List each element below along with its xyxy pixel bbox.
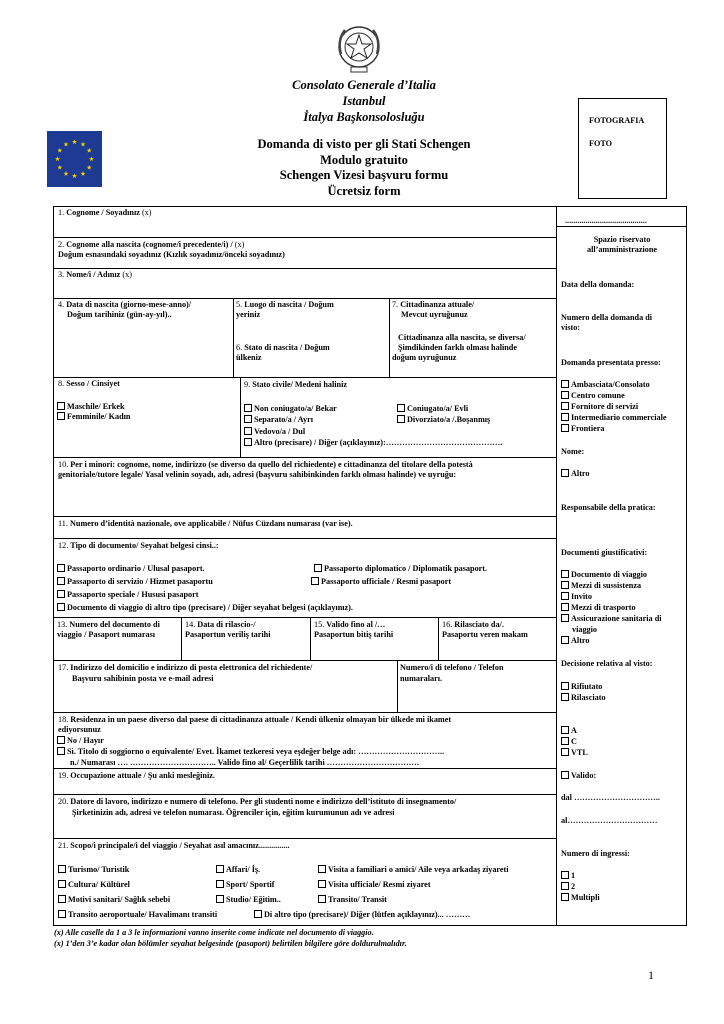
field-20-label: 20. Datore di lavoro, indirizzo e numero di telefono. Per gli studenti nome e indirizzo dell’istituto di insegnamento/ <box>58 797 457 806</box>
field-5-label-tr: yeriniz <box>236 310 261 319</box>
checkbox[interactable] <box>561 469 569 477</box>
checkbox[interactable] <box>561 424 569 432</box>
field-14-label: 14. Data di rilascio-/ <box>185 620 256 629</box>
admin-presented-intermediary[interactable]: Intermediario commerciale <box>561 413 667 423</box>
checkbox[interactable] <box>561 413 569 421</box>
sex-option-male[interactable]: Maschile/ Erkek <box>57 402 125 412</box>
admin-entries-1[interactable]: 1 <box>561 871 575 881</box>
eu-star-icon <box>72 139 77 144</box>
checkbox[interactable] <box>561 693 569 701</box>
admin-doc-travel[interactable]: Documento di viaggio <box>561 570 647 580</box>
field-4-label-tr: Doğum tarihiniz (gün-ay-yıl).. <box>67 310 172 319</box>
sex-option-female[interactable]: Femminile/ Kadın <box>57 412 130 422</box>
form-title-it: Domanda di visto per gli Stati Schengen <box>257 137 471 151</box>
field-12-label: 12. Tipo di documento/ Seyahat belgesi cinsi..: <box>58 541 219 550</box>
photo-label: FOTOGRAFIA <box>589 116 645 125</box>
checkbox[interactable] <box>561 402 569 410</box>
field-7-birth-label-tr2: doğum uyruğunuz <box>392 353 457 362</box>
eu-star-icon <box>64 171 69 176</box>
admin-decision-issued[interactable]: Rilasciato <box>561 693 606 703</box>
doc-option-diplomatic[interactable]: Passaporto diplomatico / Diplomatik pasaport. <box>314 564 487 574</box>
checkbox[interactable] <box>397 404 405 412</box>
checkbox[interactable] <box>318 880 326 888</box>
admin-dots: ........................................ <box>565 216 647 225</box>
checkbox[interactable] <box>254 910 262 918</box>
field-18-label-tr: ediyorsunuz <box>58 725 101 734</box>
field-17-label: 17. Indirizzo del domicilio e indirizzo di posta elettronica del richiedente/ <box>58 663 313 672</box>
footnote-it: (x) Alle caselle da 1 a 3 le informazioni vanno inserite come indicate nel documento di viaggio. <box>54 928 374 937</box>
form-subtitle-it: Modulo gratuito <box>320 152 408 167</box>
civil-option-widowed[interactable]: Vedovo/a / Dul <box>244 427 305 437</box>
purpose-option-family-visit[interactable]: Visita a familiari o amici/ Aile veya arkadaş ziyareti <box>318 865 509 875</box>
checkbox[interactable] <box>244 404 252 412</box>
residence-option-yes[interactable]: Sì. Titolo di soggiorno o equivalente/ Evet. İkamet tezkeresi veya eşdeğer belge adı: ………………………….. <box>57 747 444 757</box>
checkbox[interactable] <box>244 438 252 446</box>
checkbox[interactable] <box>318 865 326 873</box>
field-21-label: 21. Scopo/i principale/i del viaggio / Seyahat asıl amacınız............... <box>58 841 290 850</box>
admin-number-label2: visto: <box>561 323 581 332</box>
admin-presented-common-centre[interactable]: Centro comune <box>561 391 625 401</box>
purpose-option-study[interactable]: Studio/ Eğitim.. <box>216 895 281 905</box>
admin-reserved-label: Spazio riservato <box>593 235 651 244</box>
checkbox[interactable] <box>561 882 569 890</box>
field-6-label: 6. Stato di nascita / Doğum <box>236 343 330 352</box>
checkbox[interactable] <box>561 391 569 399</box>
admin-doc-insurance[interactable]: Assicurazione sanitaria di <box>561 614 662 624</box>
field-16-label: 16. Rilasciato da/. <box>442 620 504 629</box>
checkbox[interactable] <box>58 910 66 918</box>
doc-option-special[interactable]: Passaporto speciale / Hususi pasaport <box>57 590 198 600</box>
checkbox[interactable] <box>561 893 569 901</box>
field-13-label-tr: viaggio / Pasaport numarası <box>57 630 156 639</box>
admin-presented-embassy[interactable]: Ambasciata/Consolato <box>561 380 650 390</box>
admin-doc-means[interactable]: Mezzi di sussistenza <box>561 581 641 591</box>
admin-doc-insurance-2: viaggio <box>572 625 598 634</box>
purpose-option-other[interactable]: Di altro tipo (precisare)/ Diğer (lütfen açıklayınız)... ……… <box>254 910 470 920</box>
doc-option-service[interactable]: Passaporto di servizio / Hizmet pasaportu <box>57 577 213 587</box>
field-10-label: 10. Per i minori: cognome, nome, indirizzo (se diverso da quello del richiedente) e cittadinanza del titolare della potestà <box>58 460 473 469</box>
checkbox[interactable] <box>561 871 569 879</box>
admin-name-label: Nome: <box>561 447 585 456</box>
photo-box <box>578 98 667 199</box>
checkbox[interactable] <box>397 415 405 423</box>
field-3-label: 3. Nome/i / Adınız (x) <box>58 270 132 279</box>
consulate-city: Istanbul <box>342 94 386 108</box>
field-1-label: 1. Cognome / Soyadınız (x) <box>58 208 152 217</box>
eu-star-icon <box>89 156 94 161</box>
admin-doc-invitation[interactable]: Invito <box>561 592 592 602</box>
checkbox[interactable] <box>57 402 65 410</box>
checkbox[interactable] <box>58 895 66 903</box>
checkbox[interactable] <box>58 880 66 888</box>
eu-star-icon <box>64 142 69 147</box>
admin-entries-2[interactable]: 2 <box>561 882 575 892</box>
civil-option-married[interactable]: Coniugato/a/ Evli <box>397 404 468 414</box>
checkbox[interactable] <box>561 614 569 622</box>
admin-presented-border[interactable]: Frontiera <box>561 424 605 434</box>
consulate-name-it: Consolato Generale d’Italia <box>292 78 436 92</box>
form-title-tr: Schengen Vizesi başvuru formu <box>279 168 449 182</box>
purpose-option-official-visit[interactable]: Visita ufficiale/ Resmi ziyaret <box>318 880 431 890</box>
checkbox[interactable] <box>561 380 569 388</box>
italian-emblem <box>333 20 385 76</box>
field-13-label: 13. Numero del documento di <box>57 620 160 629</box>
field-19-label: 19. Occupazione attuale / Şu anki mesleğiniz. <box>58 771 215 780</box>
checkbox[interactable] <box>216 865 224 873</box>
eu-star-icon <box>72 173 77 178</box>
residence-number-line: n./ Numarası …. ………………………….. Valido fino al/ Geçerlilik tarihi ……………………………. <box>70 758 419 767</box>
eu-star-icon <box>57 165 62 170</box>
field-20-label-tr: Şirketinizin adı, adresi ve telefon numarası. Öğrenciler için, eğitim kurumunun adı ve adresi <box>72 808 395 817</box>
checkbox[interactable] <box>561 726 569 734</box>
checkbox[interactable] <box>57 412 65 420</box>
checkbox[interactable] <box>57 590 65 598</box>
field-18-label: 18. Residenza in un paese diverso dal paese di cittadinanza attuale / Kendi ülkeniz olmayan bir ülkede mi ikamet <box>58 715 452 724</box>
field-10-label-tr: genitoriale/tutore legale/ Yasal velinin soyadı, adı, adresi (başvuru sahibinkinden farklı olması halinde) ve uyruğu: <box>58 470 457 479</box>
eu-star-icon <box>87 165 92 170</box>
admin-responsible-label: Responsabile della pratica: <box>561 503 656 512</box>
admin-entries-label: Numero di ingressi: <box>561 849 630 858</box>
checkbox[interactable] <box>561 748 569 756</box>
admin-visa-a[interactable]: A <box>561 726 577 736</box>
eu-star-icon <box>55 156 60 161</box>
admin-visa-vtl[interactable]: VTL <box>561 748 588 758</box>
admin-decision-label: Decisione relativa al visto: <box>561 659 653 668</box>
field-14-label-tr: Pasaportun veriliş tarihi <box>185 630 271 639</box>
doc-option-ordinary[interactable]: Passaporto ordinario / Ulusal pasaport. <box>57 564 205 574</box>
phone-label: Numero/i di telefono / Telefon <box>400 663 504 672</box>
admin-presented-other[interactable]: Altro <box>561 469 590 479</box>
admin-number-label: Numero della domanda di <box>561 313 653 322</box>
checkbox[interactable] <box>561 570 569 578</box>
checkbox[interactable] <box>57 577 65 585</box>
checkbox[interactable] <box>57 736 65 744</box>
field-7-label: 7. Cittadinanza attuale/ <box>392 300 475 309</box>
doc-option-other[interactable]: Documento di viaggio di altro tipo (precisare) / Diğer seyahat belgesi (açıklayınız). <box>57 603 353 613</box>
admin-valid[interactable]: Valido: <box>561 771 596 781</box>
field-4-label: 4. Data di nascita (giorno-mese-anno)/ <box>58 300 192 309</box>
phone-label-tr: numaraları. <box>400 674 443 683</box>
checkbox[interactable] <box>561 682 569 690</box>
field-8-label: 8. Sesso / Cinsiyet <box>58 379 120 388</box>
purpose-option-airport-transit[interactable]: Transito aeroportuale/ Havalimanı transiti <box>58 910 217 920</box>
form-subtitle-tr: Ücretsiz form <box>327 183 401 198</box>
checkbox[interactable] <box>216 880 224 888</box>
field-15-label-tr: Pasaportun bitiş tarihi <box>314 630 394 639</box>
field-7-birth-label: Cittadinanza alla nascita, se diversa/ <box>398 333 526 342</box>
eu-flag <box>47 131 102 187</box>
field-11-label: 11. Numero d’identità nazionale, ove applicabile / Nüfus Cüzdanı numarası (var ise). <box>58 519 353 528</box>
checkbox[interactable] <box>561 737 569 745</box>
civil-option-separated[interactable]: Separato/a / Ayrı <box>244 415 313 425</box>
civil-option-divorced[interactable]: Divorziato/a /.Boşanmış <box>397 415 490 425</box>
admin-date-label: Data della domanda: <box>561 280 635 289</box>
admin-visa-c[interactable]: C <box>561 737 577 747</box>
checkbox[interactable] <box>58 865 66 873</box>
checkbox[interactable] <box>57 603 65 611</box>
doc-option-official[interactable]: Passaporto ufficiale / Resmi pasaport <box>311 577 451 587</box>
checkbox[interactable] <box>561 581 569 589</box>
page-number: 1 <box>648 968 654 982</box>
field-2-label-tr: Doğum esnasındaki soyadınız (Kızlık soyadınız/önceki soyadınız) <box>58 250 285 259</box>
checkbox[interactable] <box>57 747 65 755</box>
field-9-label: 9. Stato civile/ Medeni haliniz <box>244 380 348 389</box>
checkbox[interactable] <box>561 771 569 779</box>
checkbox[interactable] <box>561 592 569 600</box>
admin-entries-multiple[interactable]: Multipli <box>561 893 600 903</box>
field-16-label-tr: Pasaportu veren makam <box>442 630 528 639</box>
eu-star-icon <box>81 142 86 147</box>
field-5-label: 5. Luogo di nascita / Doğum <box>236 300 334 309</box>
purpose-option-sport[interactable]: Sport/ Sportif <box>216 880 274 890</box>
admin-presented-provider[interactable]: Fornitore di servizi <box>561 402 638 412</box>
admin-docs-label: Documenti giustificativi: <box>561 548 648 557</box>
field-17-label-tr: Başvuru sahibinin posta ve e-mail adresi <box>72 674 214 683</box>
civil-option-single[interactable]: Non coniugato/a/ Bekar <box>244 404 337 414</box>
eu-star-icon <box>57 148 62 153</box>
purpose-option-culture[interactable]: Cultura/ Kültürel <box>58 880 130 890</box>
admin-valid-to: al…………………………… <box>561 816 658 825</box>
checkbox[interactable] <box>561 636 569 644</box>
field-15-label: 15. Valido fino al /… <box>314 620 386 629</box>
checkbox[interactable] <box>314 564 322 572</box>
field-2-label: 2. Cognome alla nascita (cognome/i precedente/i) / (x) <box>58 240 245 249</box>
checkbox[interactable] <box>318 895 326 903</box>
purpose-option-medical[interactable]: Motivi sanitari/ Sağlık sebebi <box>58 895 170 905</box>
admin-doc-transport[interactable]: Mezzi di trasporto <box>561 603 636 613</box>
checkbox[interactable] <box>57 564 65 572</box>
admin-reserved-label2: all’amministrazione <box>586 245 658 254</box>
field-6-label-tr: ülkeniz <box>236 353 262 362</box>
checkbox[interactable] <box>561 603 569 611</box>
field-7-birth-label-tr: Şimdikinden farklı olması halinde <box>398 343 517 352</box>
admin-doc-other[interactable]: Altro <box>561 636 590 646</box>
checkbox[interactable] <box>244 415 252 423</box>
photo-label-tr: FOTO <box>589 139 613 148</box>
eu-star-icon <box>81 171 86 176</box>
consulate-name-tr: İtalya Başkonsolosluğu <box>303 110 425 124</box>
admin-valid-from: dal ………………………….. <box>561 793 660 802</box>
purpose-option-tourism[interactable]: Turismo/ Turistik <box>58 865 129 875</box>
admin-presented-label: Domanda presentata presso: <box>561 358 661 367</box>
eu-star-icon <box>87 148 92 153</box>
purpose-option-business[interactable]: Affari/ İş. <box>216 865 260 875</box>
purpose-option-transit[interactable]: Transito/ Transit <box>318 895 387 905</box>
footnote-tr: (x) 1’den 3’e kadar olan bölümler seyahat belgesinde (pasaport) belirtilen bilgilere göre doldurulmalıdır. <box>54 939 407 948</box>
residence-option-no[interactable]: No / Hayır <box>57 736 104 746</box>
admin-decision-refused[interactable]: Rifiutato <box>561 682 602 692</box>
checkbox[interactable] <box>311 577 319 585</box>
field-7-label-tr: Mevcut uyruğunuz <box>401 310 468 319</box>
civil-option-other[interactable]: Altro (precisare) / Diğer (açıklayınız):……………………………………. <box>244 438 502 448</box>
checkbox[interactable] <box>244 427 252 435</box>
checkbox[interactable] <box>216 895 224 903</box>
